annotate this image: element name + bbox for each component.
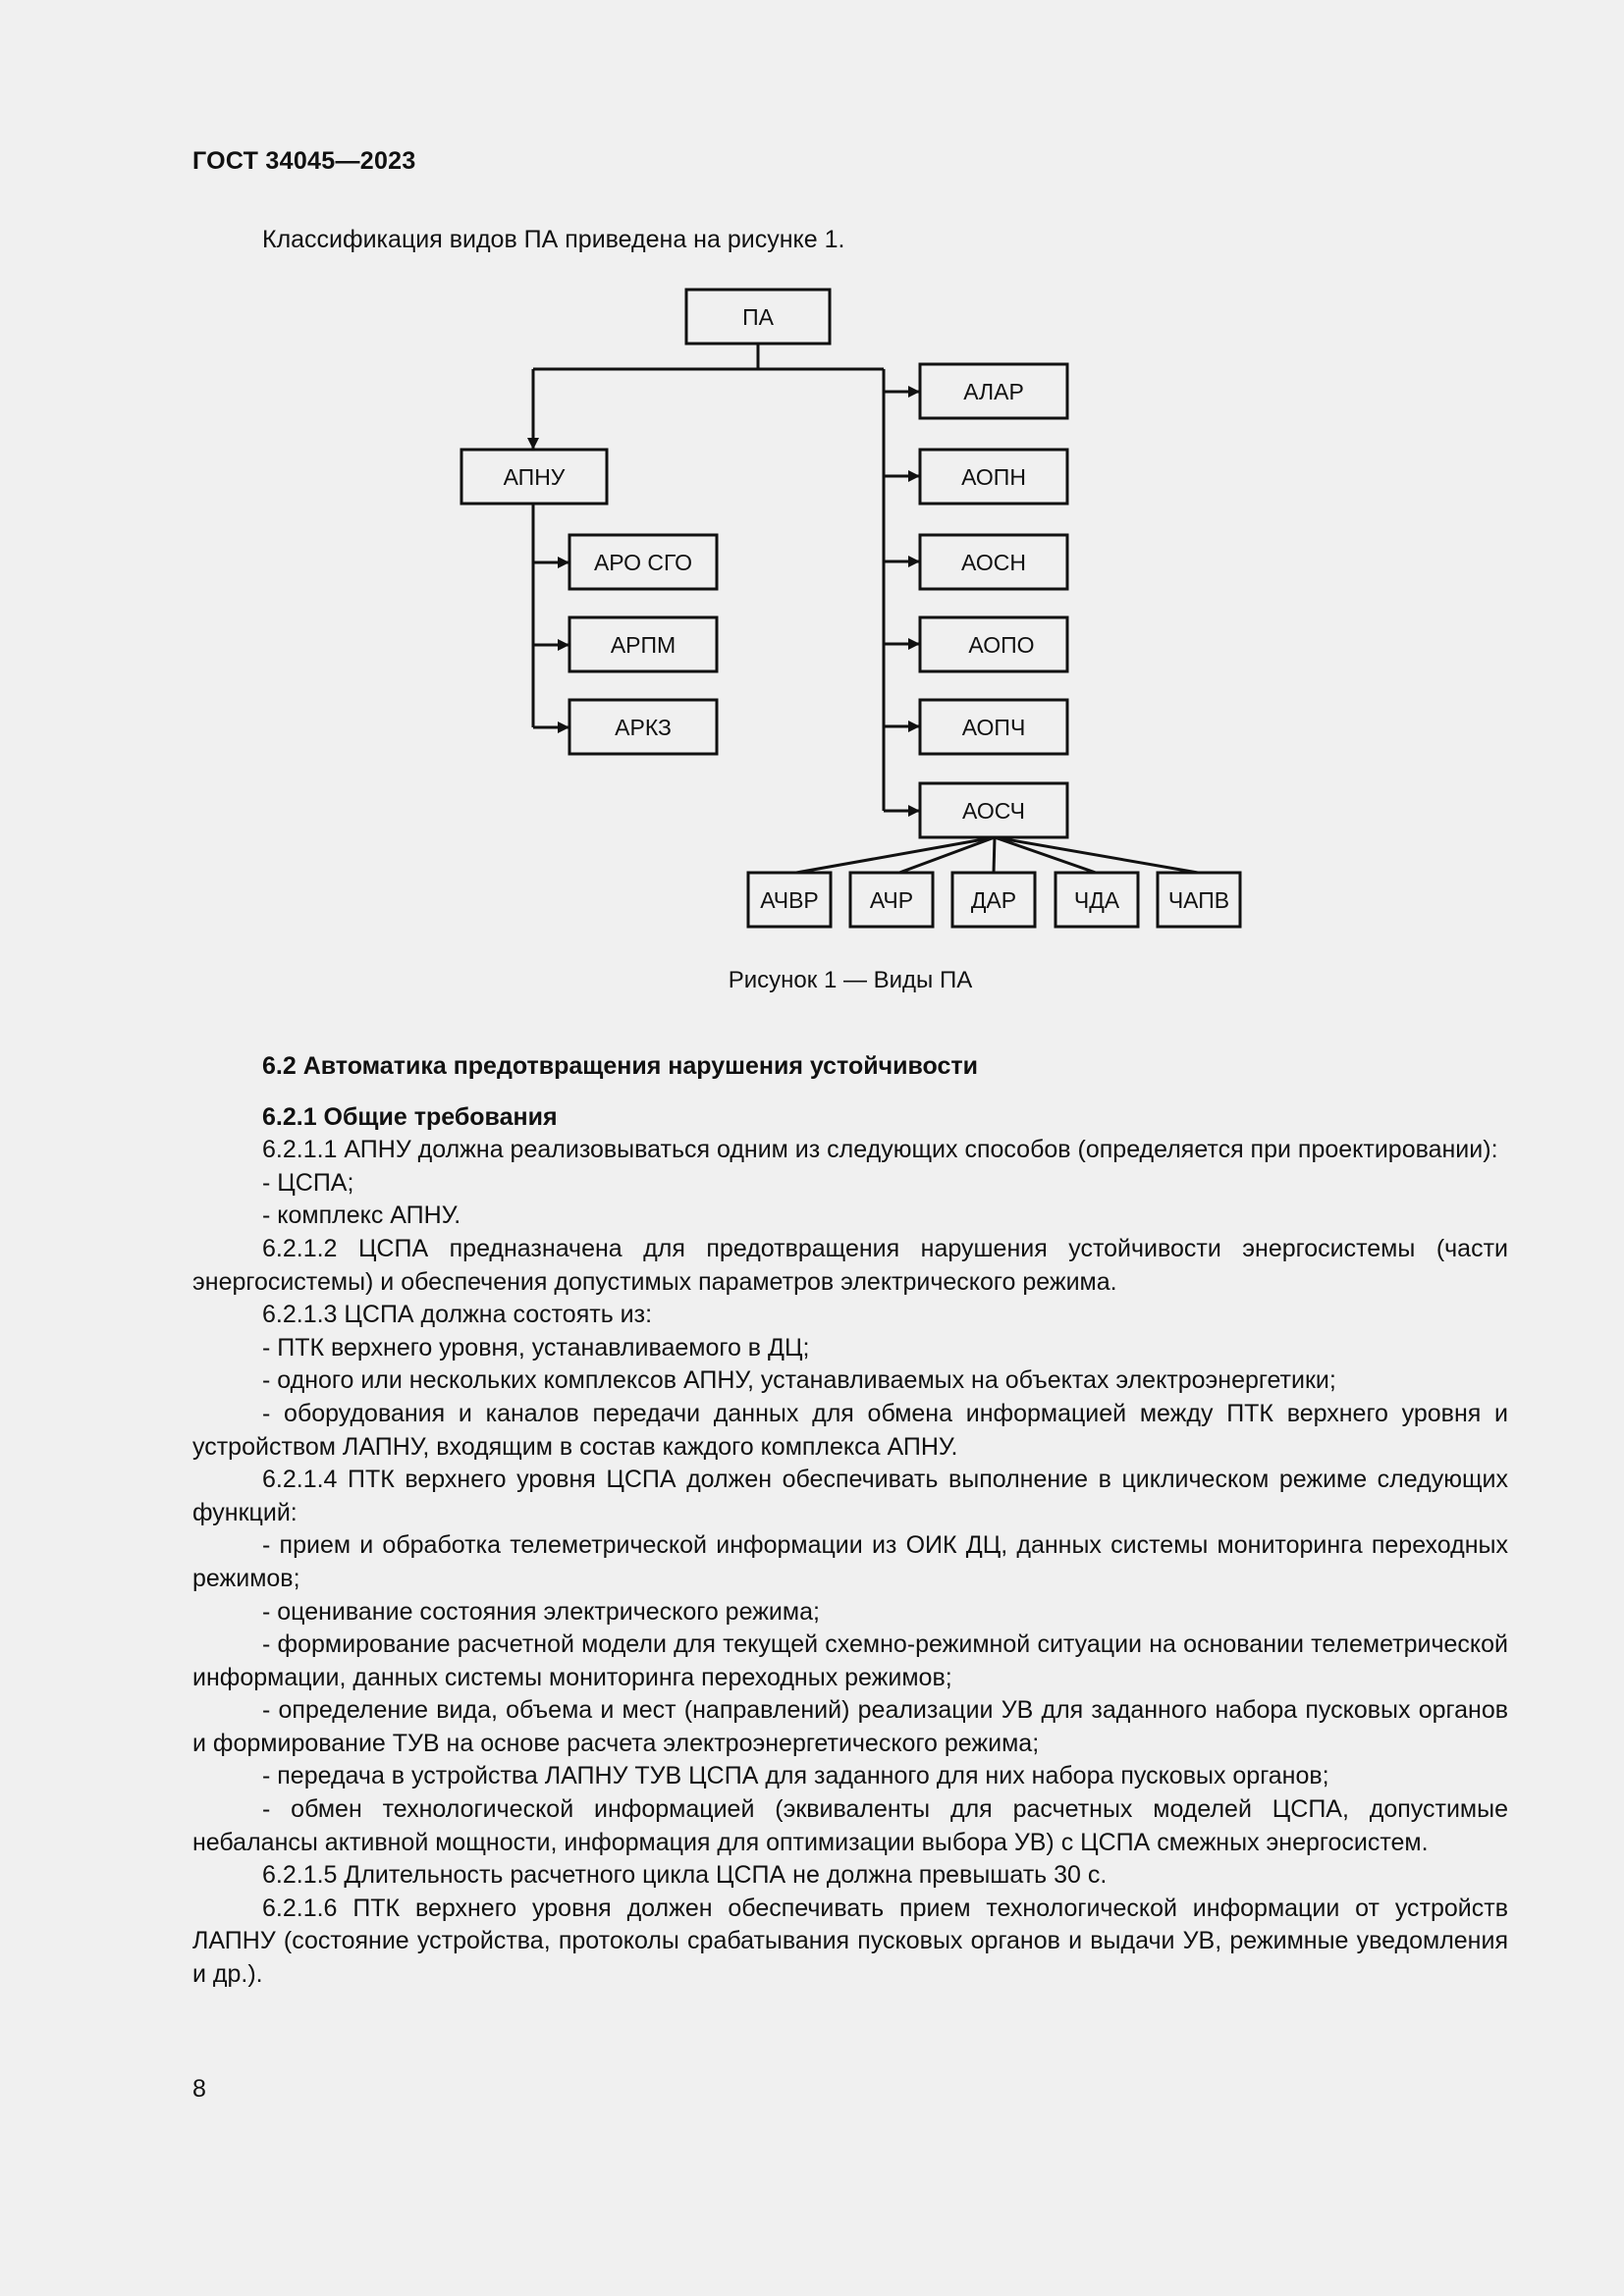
list-item: - оценивание состояния электрического режима; <box>262 1597 820 1626</box>
list-item: - оборудования и каналов передачи данных для обмена информацией между ПТК верхнего уровня и устройством ЛАПНУ, входящим в состав каждого комплекса АПНУ. <box>192 1399 1508 1461</box>
paragraph: 6.2.1.3 ЦСПА должна состоять из: <box>262 1301 653 1329</box>
paragraph: 6.2.1.1 АПНУ должна реализовываться одним из следующих способов (определяется при проектировании): <box>262 1136 1498 1164</box>
node-arkz-label: АРКЗ <box>615 715 672 740</box>
node-alar-label: АЛАР <box>963 379 1024 404</box>
figure-caption: Рисунок 1 — Виды ПА <box>728 967 973 993</box>
list-item: - одного или нескольких комплексов АПНУ, устанавливаемых на объектах электроэнергетики; <box>262 1366 1336 1395</box>
node-aopo-label: АОПО <box>968 632 1035 658</box>
node-pa-label: ПА <box>742 304 774 330</box>
list-item: - ПТК верхнего уровня, устанавливаемого в ДЦ; <box>262 1333 810 1362</box>
node-aro-sgo-label: АРО СГО <box>593 550 693 575</box>
list-item: - передача в устройства ЛАПНУ ТУВ ЦСПА для заданного для них набора пусковых органов; <box>262 1762 1329 1790</box>
node-aopn-label: АОПН <box>961 464 1026 490</box>
subsection-heading: 6.2.1 Общие требования <box>262 1102 558 1131</box>
list-item: - обмен технологической информацией (эквиваленты для расчетных моделей ЦСПА, допустимые небалансы активной мощности, информация для оптимизации выбора УВ) с ЦСПА смежных энергосистем. <box>192 1795 1508 1856</box>
paragraph: 6.2.1.2 ЦСПА предназначена для предотвращения нарушения устойчивости энергосистемы (части энергосистемы) и обеспечения допустимых параметров электрического режима. <box>192 1234 1508 1296</box>
list-item: - прием и обработка телеметрической информации из ОИК ДЦ, данных системы мониторинга переходных режимов; <box>192 1531 1508 1592</box>
node-apnu-label: АПНУ <box>503 464 566 490</box>
list-item: - комплекс АПНУ. <box>262 1201 461 1230</box>
section-body <box>192 1050 1508 1992</box>
paragraph: 6.2.1.6 ПТК верхнего уровня должен обеспечивать прием технологической информации от устройств ЛАПНУ (состояние устройства, протоколы срабатывания пусковых органов и выдачи УВ, режимные уведомления и др.). <box>192 1894 1508 1989</box>
page-number: 8 <box>192 2075 206 2103</box>
node-achvr-label: АЧВР <box>760 887 819 913</box>
paragraph: 6.2.1.5 Длительность расчетного цикла ЦСПА не должна превышать 30 с. <box>262 1861 1108 1890</box>
intro-text: Классификация видов ПА приведена на рисунке 1. <box>262 226 845 253</box>
list-item: - формирование расчетной модели для текущей схемно-режимной ситуации на основании телеметрической информации, данных системы мониторинга переходных режимов; <box>192 1630 1508 1691</box>
document-code: ГОСТ 34045—2023 <box>192 147 416 175</box>
node-arpm-label: АРПМ <box>610 632 677 658</box>
node-dar-label: ДАР <box>970 887 1017 913</box>
node-chda-label: ЧДА <box>1073 887 1120 913</box>
node-chapv-label: ЧАПВ <box>1167 887 1230 913</box>
list-item: - определение вида, объема и мест (направлений) реализации УВ для заданного набора пусковых органов и формирование ТУВ на основе расчета электроэнергетического режима; <box>192 1696 1508 1757</box>
node-aosn-label: АОСН <box>961 550 1026 575</box>
list-item: - ЦСПА; <box>262 1168 354 1197</box>
section-heading: 6.2 Автоматика предотвращения нарушения устойчивости <box>262 1052 978 1080</box>
node-achr-label: АЧР <box>869 887 914 913</box>
pa-classification-diagram <box>0 0 1624 982</box>
paragraph: 6.2.1.4 ПТК верхнего уровня ЦСПА должен обеспечивать выполнение в циклическом режиме следующих функций: <box>192 1466 1508 1526</box>
node-aosch-label: АОСЧ <box>962 798 1025 824</box>
node-aopch-label: АОПЧ <box>961 715 1026 740</box>
